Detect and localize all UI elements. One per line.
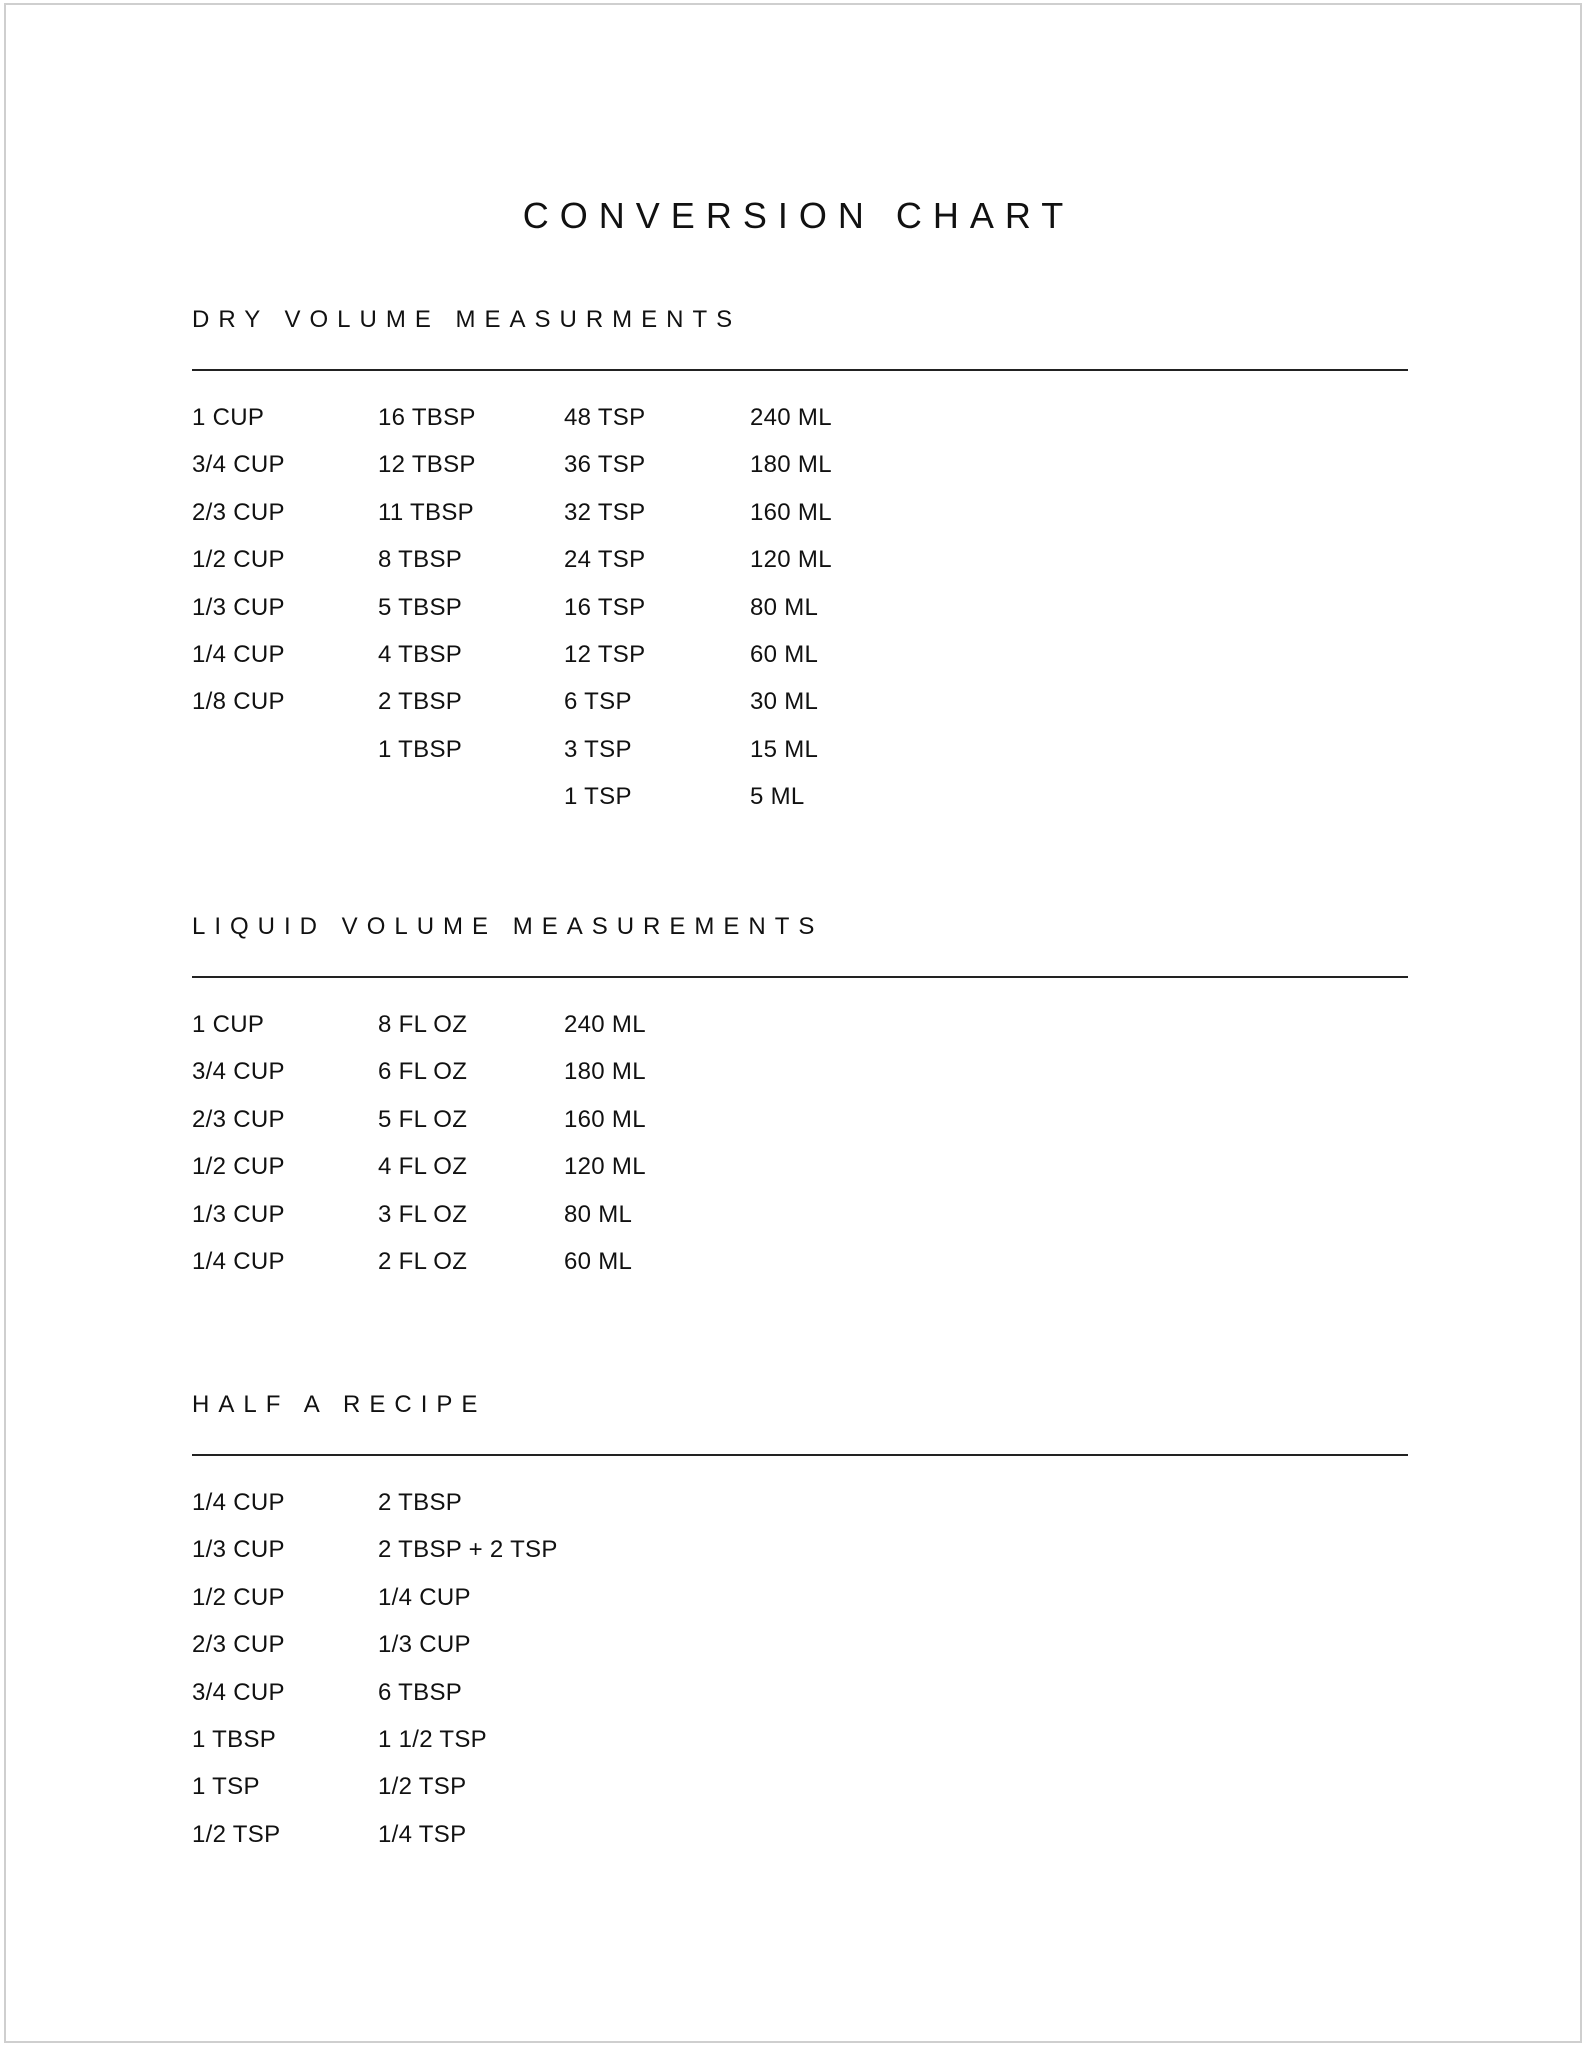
table-cell: 60 ML [750,640,819,668]
table-cell: 180 ML [564,1058,646,1086]
table-cell: 1/2 CUP [192,1153,285,1181]
table-row [192,450,1408,497]
table-row [192,593,1408,640]
table-row [192,1630,1408,1677]
table-cell: 240 ML [750,404,832,431]
table-cell: 16 TSP [564,593,646,621]
table-cell: 3 TSP [564,735,632,763]
liquid-volume-table [192,1010,1408,1294]
table-cell: 2/3 CUP [192,498,285,526]
table-cell: 1/2 CUP [192,1583,285,1611]
table-cell: 30 ML [750,688,819,716]
table-cell: 180 ML [750,451,832,479]
table-cell: 1 CUP [192,1011,265,1038]
table-cell: 3 FL OZ [378,1200,468,1228]
table-cell: 36 TSP [564,451,646,479]
table-cell: 1/4 CUP [378,1583,471,1611]
table-row [192,1247,1408,1294]
table-cell: 8 FL OZ [378,1011,468,1038]
dry-volume-table [192,403,1408,830]
table-cell: 1 1/2 TSP [378,1725,487,1753]
table-cell: 2 TBSP [378,688,463,716]
table-cell: 1/2 CUP [192,546,285,574]
table-cell: 8 TBSP [378,546,463,574]
table-cell: 24 TSP [564,546,646,574]
table-cell: 6 FL OZ [378,1058,468,1086]
table-cell: 2 FL OZ [378,1247,468,1275]
table-cell: 160 ML [564,1105,646,1133]
table-row [192,640,1408,687]
table-cell: 1 CUP [192,404,265,431]
table-cell: 48 TSP [564,404,646,431]
table-cell: 1/2 TSP [192,1820,281,1848]
table-cell: 1/8 CUP [192,688,285,716]
table-cell: 120 ML [564,1153,646,1181]
table-row [192,1678,1408,1725]
table-cell: 80 ML [564,1200,633,1228]
table-row [192,1820,1408,1867]
table-cell: 3/4 CUP [192,1058,285,1086]
section-half-recipe [192,1390,1408,1867]
table-cell: 1 TBSP [378,735,463,763]
table-row [192,1772,1408,1819]
table-row [192,1200,1408,1247]
table-cell: 3/4 CUP [192,1678,285,1706]
table-cell: 15 ML [750,735,819,763]
table-cell: 1/4 CUP [192,1247,285,1275]
table-cell: 12 TSP [564,640,646,668]
table-cell: 1/3 CUP [192,593,285,621]
table-row [192,498,1408,545]
table-cell: 1 TSP [564,783,632,811]
table-row [192,1057,1408,1104]
section-divider [192,1454,1408,1456]
section-heading-liquid: LIQUID VOLUME MEASUREMENTS [192,913,824,940]
section-dry-volume [192,305,1408,830]
table-cell: 2/3 CUP [192,1105,285,1133]
table-row [192,1010,1408,1057]
section-liquid-volume [192,912,1408,1294]
table-cell: 11 TBSP [378,498,474,526]
table-row [192,687,1408,734]
table-row [192,403,1408,450]
table-cell: 5 TBSP [378,593,463,621]
table-cell: 2 TBSP [378,1489,463,1516]
table-cell: 1/3 CUP [192,1536,285,1564]
section-heading-half: HALF A RECIPE [192,1391,487,1418]
document-page [4,3,1582,2043]
half-recipe-table [192,1488,1408,1867]
table-row [192,1725,1408,1772]
table-cell: 5 ML [750,783,805,811]
table-cell: 3/4 CUP [192,451,285,479]
table-cell: 6 TSP [564,688,632,716]
table-cell: 60 ML [564,1247,633,1275]
table-cell: 1/3 CUP [378,1631,471,1659]
table-row [192,1105,1408,1152]
table-row [192,1152,1408,1199]
table-cell: 2/3 CUP [192,1631,285,1659]
table-cell: 32 TSP [564,498,646,526]
table-cell: 1/4 CUP [192,640,285,668]
table-cell: 5 FL OZ [378,1105,468,1133]
table-cell: 120 ML [750,546,832,574]
table-cell: 1 TBSP [192,1725,277,1753]
table-row [192,545,1408,592]
section-heading-dry: DRY VOLUME MEASURMENTS [192,306,742,333]
section-divider [192,976,1408,978]
table-cell: 1 TSP [192,1773,260,1801]
page-title: CONVERSION CHART [522,195,1075,236]
table-cell: 12 TBSP [378,451,476,479]
table-row [192,782,1408,829]
table-cell: 4 FL OZ [378,1153,468,1181]
table-cell: 1/4 TSP [378,1820,467,1848]
table-row [192,1488,1408,1535]
table-cell: 1/2 TSP [378,1773,467,1801]
table-cell: 2 TBSP + 2 TSP [378,1536,558,1564]
table-row [192,1535,1408,1582]
table-cell: 1/3 CUP [192,1200,285,1228]
table-cell: 6 TBSP [378,1678,463,1706]
table-row [192,1583,1408,1630]
table-cell: 1/4 CUP [192,1489,285,1516]
table-cell: 160 ML [750,498,832,526]
section-divider [192,369,1408,371]
table-cell: 16 TBSP [378,404,476,431]
table-cell: 240 ML [564,1011,646,1038]
table-cell: 80 ML [750,593,819,621]
table-row [192,735,1408,782]
table-cell: 4 TBSP [378,640,463,668]
